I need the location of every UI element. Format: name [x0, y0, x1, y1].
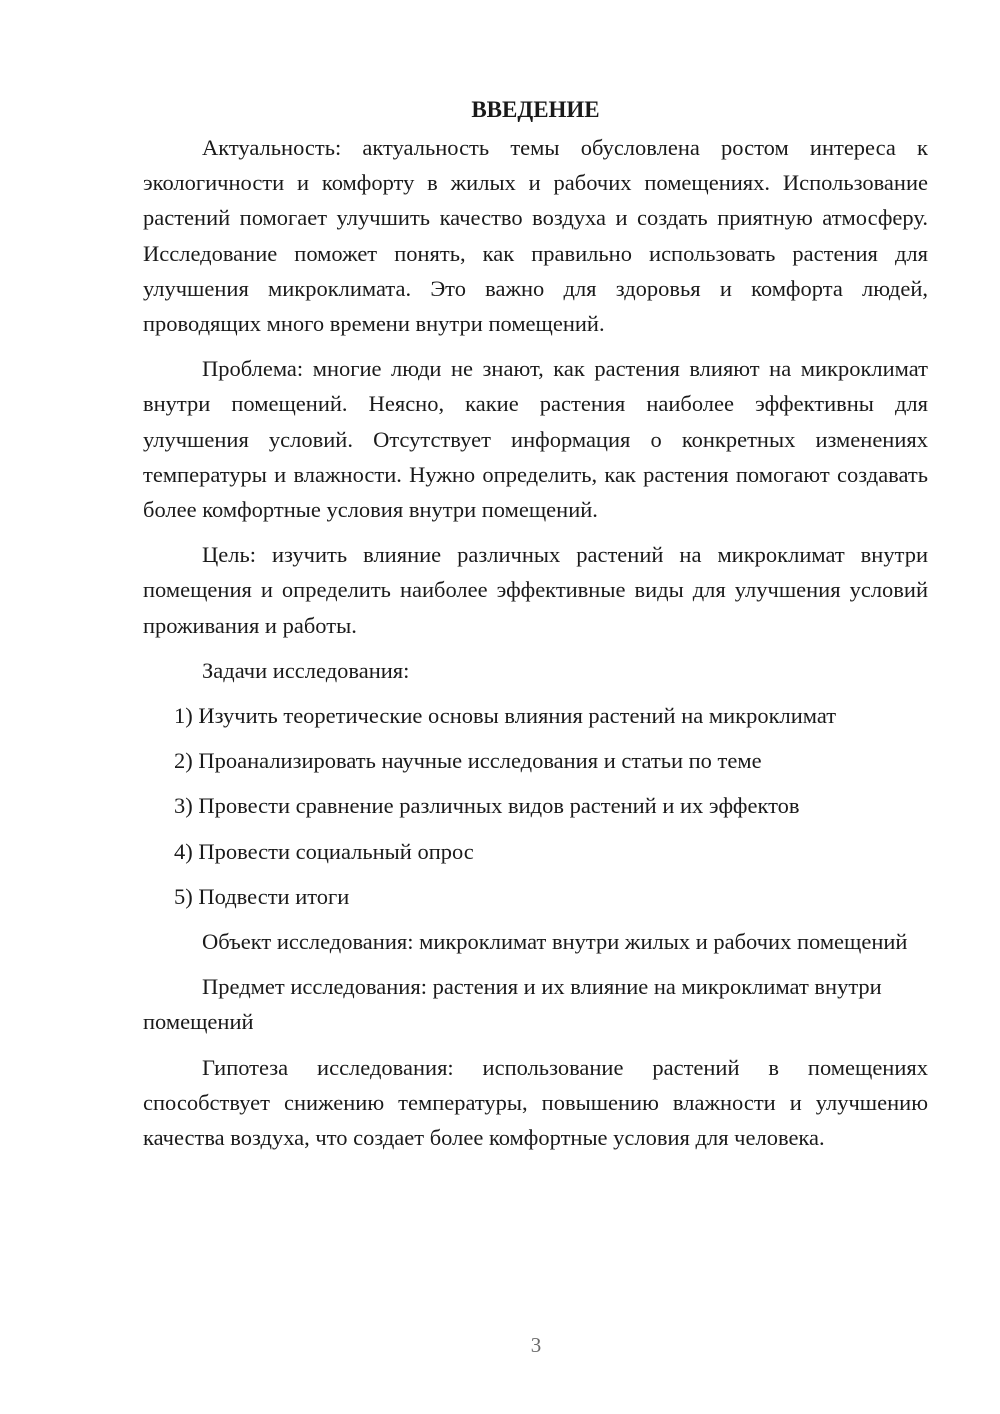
task-item: 5) Подвести итоги: [174, 883, 350, 909]
page-number: 3: [530, 1333, 542, 1357]
task-item: 3) Провести сравнение различных видов растений и их эффектов: [174, 793, 800, 819]
subject-paragraph: Предмет исследования: растения и их влияние на микроклимат внутри помещений: [143, 974, 882, 1035]
task-list: [143, 698, 928, 914]
goal-paragraph: Цель: изучить влияние различных растений на микроклимат внутри помещения и определить наиболее эффективные виды для улучшения условий проживания и работы.: [143, 542, 928, 638]
document-page: [143, 92, 928, 1165]
problem-paragraph: Проблема: многие люди не знают, как растения влияют на микроклимат внутри помещений. Неясно, какие растения наиболее эффективны для улучшения условий. Отсутствует информация о конкретных изменениях температуры и влажности. Нужно определить, как растения помогают создавать более комфортные условия внутри помещений.: [143, 356, 928, 523]
task-item: 4) Провести социальный опрос: [174, 838, 474, 864]
object-paragraph: Объект исследования: микроклимат внутри жилых и рабочих помещений: [202, 929, 908, 955]
section-title: ВВЕДЕНИЕ: [471, 97, 600, 122]
hypothesis-paragraph: Гипотеза исследования: использование растений в помещениях способствует снижению температуры, повышению влажности и улучшению качества воздуха, что создает более комфортные условия для человека.: [143, 1054, 928, 1151]
relevance-paragraph: Актуальность: актуальность темы обусловлена ростом интереса к экологичности и комфорту в жилых и рабочих помещениях. Использование растений помогает улучшить качество воздуха и создать приятную атмосферу. Исследование поможет понять, как правильно использовать растения для улучшения микроклимата. Это важно для здоровья и комфорта людей, проводящих много времени внутри помещений.: [143, 135, 928, 337]
task-item: 1) Изучить теоретические основы влияния растений на микроклимат: [174, 703, 837, 729]
task-item: 2) Проанализировать научные исследования и статьи по теме: [174, 748, 762, 774]
tasks-heading: Задачи исследования:: [202, 657, 410, 683]
